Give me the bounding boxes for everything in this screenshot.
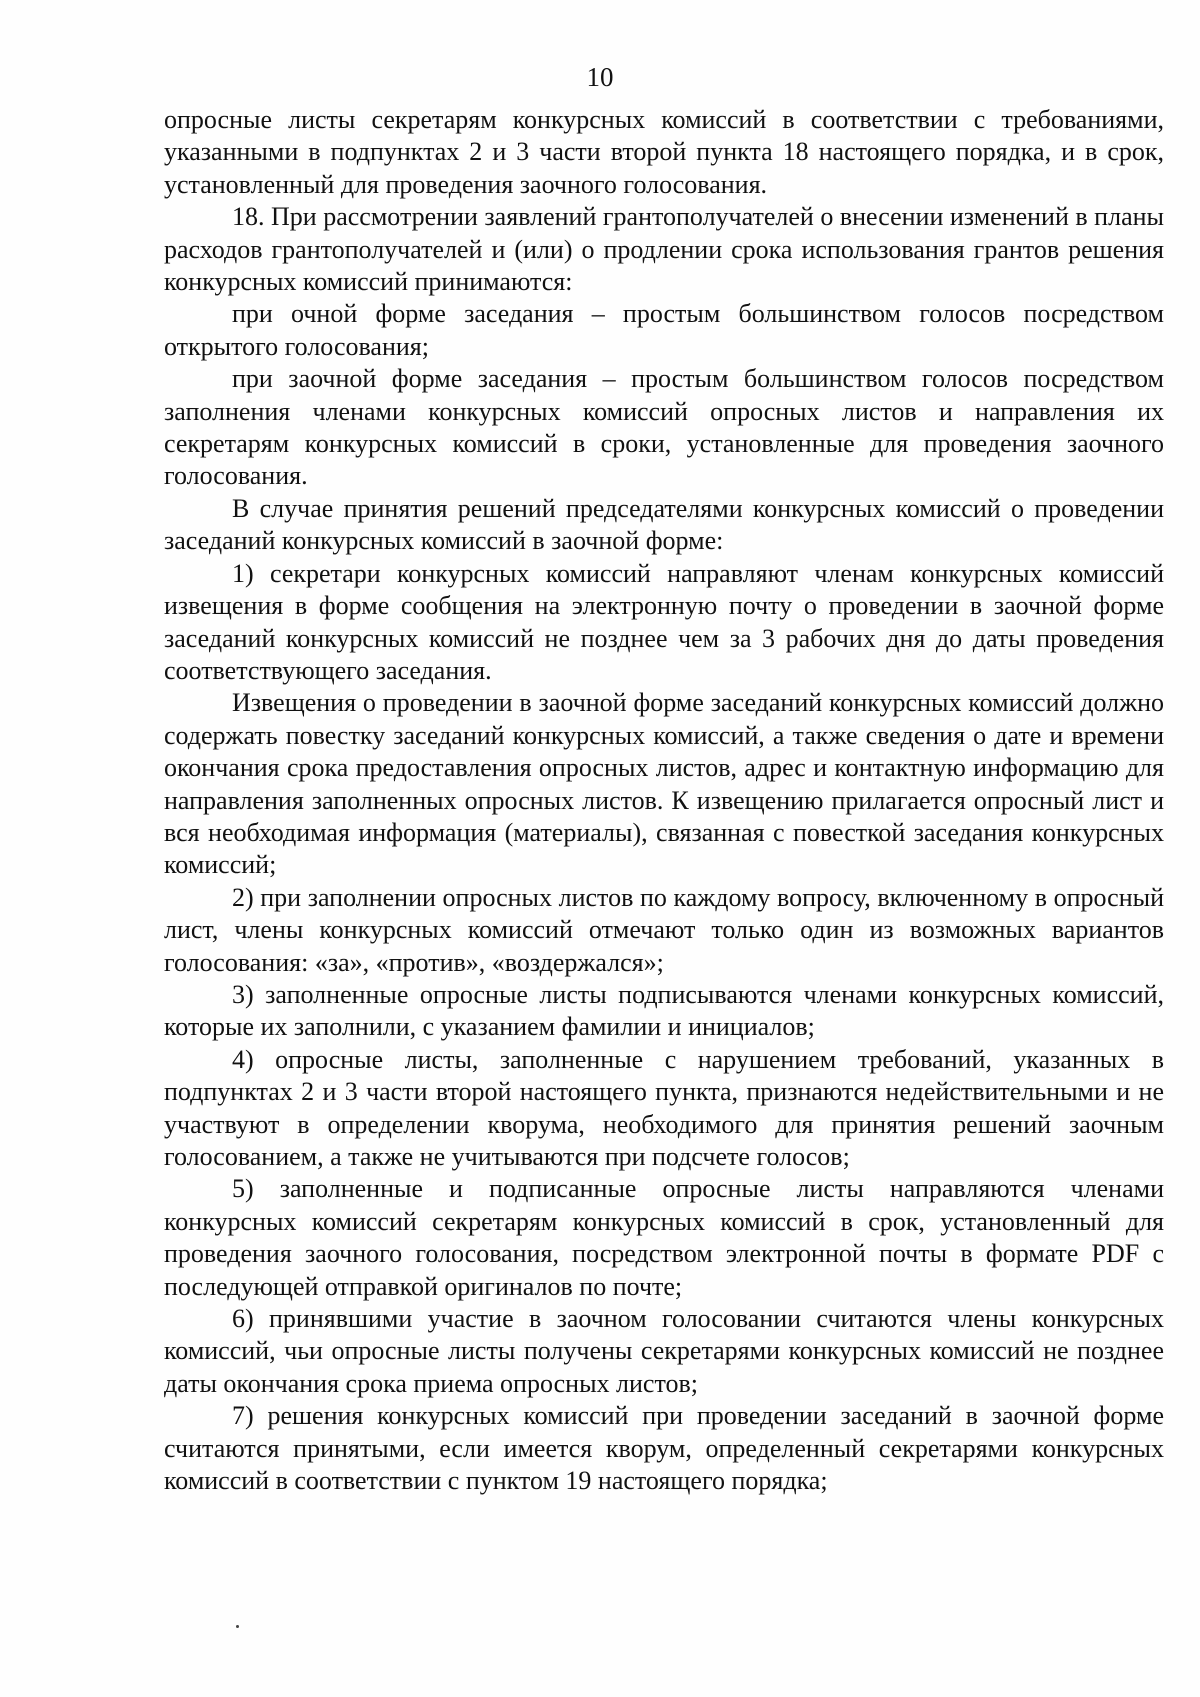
paragraph-subitem-6: 6) принявшими участие в заочном голосовании считаются члены конкурсных комиссий, чьи опросные листы получены секретарями конкурсных комиссий не позднее даты окончания срока приема опросных листов; — [164, 1304, 1164, 1398]
paragraph-in-person-voting: при очной форме заседания – простым большинством голосов посредством открытого голосования; — [164, 299, 1164, 361]
paragraph-absentee-case: В случае принятия решений председателями конкурсных комиссий о проведении заседаний конкурсных комиссий в заочной форме: — [164, 493, 1164, 556]
paragraph-continuation: опросные листы секретарям конкурсных комиссий в соответствии с требованиями, указанными в подпунктах 2 и 3 части второй пункта 18 настоящего порядка, и в срок, установленный для проведения заочного голосования. — [164, 105, 1164, 199]
paragraph-subitem-5: 5) заполненные и подписанные опросные листы направляются членами конкурсных комиссий секретарям конкурсных комиссий в срок, установленный для проведения заочного голосования, посредством электронной почты в формате PDF с последующей отправкой оригиналов по почте; — [164, 1174, 1164, 1301]
paragraph-subitem-2: 2) при заполнении опросных листов по каждому вопросу, включенному в опросный лист, члены конкурсных комиссий отмечают только один из возможных вариантов голосования: «за», «против», «воздержался»; — [164, 882, 1164, 977]
page-number: 10 — [586, 62, 614, 92]
paragraph-absentee-voting: при заочной форме заседания – простым большинством голосов посредством заполнения членами конкурсных комиссий опросных листов и направления их секретарям конкурсных комиссий в сроки, установленные для проведения заочного голосования. — [164, 364, 1164, 491]
paragraph-item-18: 18. При рассмотрении заявлений грантополучателей о внесении изменений в планы расходов грантополучателей и (или) о продлении срока использования грантов решения конкурсных комиссий принимаются: — [164, 202, 1164, 297]
paragraph-subitem-3: 3) заполненные опросные листы подписываются членами конкурсных комиссий, которые их заполнили, с указанием фамилии и инициалов; — [164, 979, 1164, 1042]
paragraph-subitem-1: 1) секретари конкурсных комиссий направляют членам конкурсных комиссий извещения в форме сообщения на электронную почту о проведении в заочной форме заседаний конкурсных комиссий не позднее чем за 3 рабочих дня до даты проведения соответствующего заседания. — [164, 558, 1164, 685]
scan-speck — [236, 1625, 239, 1628]
paragraph-subitem-7: 7) решения конкурсных комиссий при проведении заседаний в заочной форме считаются принятыми, если имеется кворум, определенный секретарями конкурсных комиссий в соответствии с пунктом 19 настоящего порядка; — [164, 1401, 1164, 1496]
document-body — [164, 104, 1164, 1497]
paragraph-notice-contents: Извещения о проведении в заочной форме заседаний конкурсных комиссий должно содержать повестку заседаний конкурсных комиссий, а также сведения о дате и времени окончания срока предоставления опросных листов, адрес и контактную информацию для направления заполненных опросных листов. К извещению прилагается опросный лист и вся необходимая информация (материалы), связанная с повесткой заседания конкурсных комиссий; — [164, 688, 1164, 880]
paragraph-subitem-4: 4) опросные листы, заполненные с нарушением требований, указанных в подпунктах 2 и 3 части второй настоящего пункта, признаются недействительными и не участвуют в определении кворума, необходимого для принятия решений заочным голосованием, а также не учитываются при подсчете голосов; — [164, 1044, 1164, 1171]
